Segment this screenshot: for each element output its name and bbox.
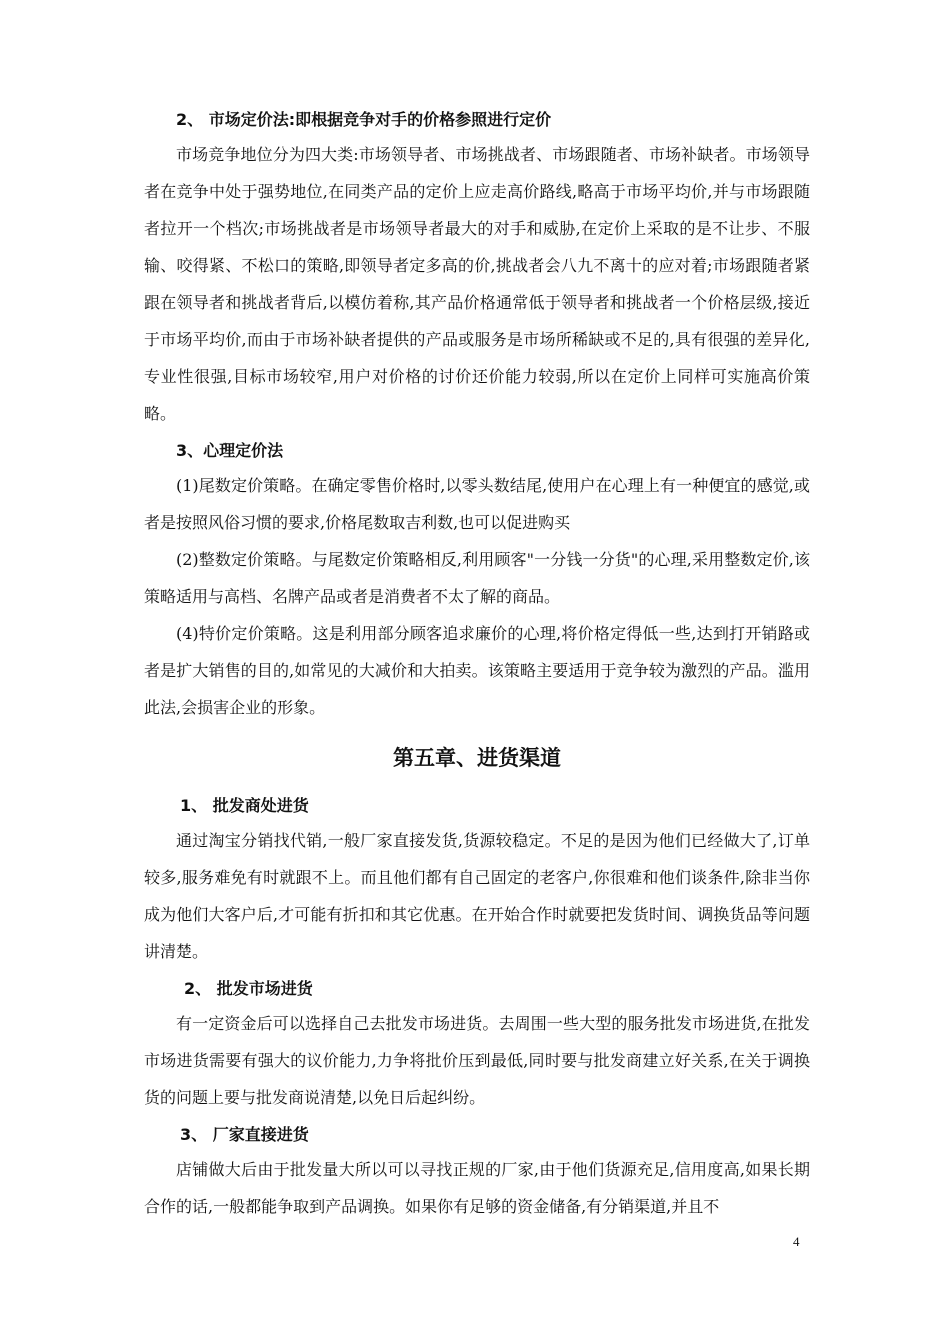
- page-content: [144, 104, 810, 1225]
- paragraph: 市场竞争地位分为四大类:市场领导者、市场挑战者、市场跟随者、市场补缺者。市场领导者在竞争中处于强势地位,在同类产品的定价上应走高价路线,略高于市场平均价,并与市场跟随者拉开一个档次;市场挑战者是市场领导者最大的对手和威胁,在定价上采取的是不让步、不服输、咬得紧、不松口的策略,即领导者定多高的价,挑战者会八九不离十的应对着;市场跟随者紧跟在领导者和挑战者背后,以模仿着称,其产品价格通常低于领导者和挑战者一个价格层级,接近于市场平均价,而由于市场补缺者提供的产品或服务是市场所稀缺或不足的,具有很强的差异化,专业性很强,目标市场较窄,用户对价格的讨价还价能力较弱,所以在定价上同样可实施高价策略。: [144, 145, 810, 423]
- paragraph: 通过淘宝分销找代销,一般厂家直接发货,货源较稳定。不足的是因为他们已经做大了,订单较多,服务难免有时就跟不上。而且他们都有自己固定的老客户,你很难和他们谈条件,除非当你成为他们大客户后,才可能有折扣和其它优惠。在开始合作时就要把发货时间、调换货品等问题讲清楚。: [144, 831, 810, 961]
- paragraph: (2)整数定价策略。与尾数定价策略相反,利用顾客"一分钱一分货"的心理,采用整数定价,该策略适用与高档、名牌产品或者是消费者不太了解的商品。: [144, 550, 810, 606]
- paragraph: 店铺做大后由于批发量大所以可以寻找正规的厂家,由于他们货源充足,信用度高,如果长期合作的话,一般都能争取到产品调换。如果你有足够的资金储备,有分销渠道,并且不: [144, 1160, 810, 1216]
- paragraph: (1)尾数定价策略。在确定零售价格时,以零头数结尾,使用户在心理上有一种便宜的感觉,或者是按照风俗习惯的要求,价格尾数取吉利数,也可以促进购买: [144, 476, 810, 532]
- section-heading: 3、 厂家直接进货: [180, 1125, 309, 1144]
- section-heading: 1、 批发商处进货: [180, 796, 309, 815]
- section-heading: 3、心理定价法: [176, 441, 284, 460]
- chapter-title: 第五章、进货渠道: [393, 746, 561, 770]
- paragraph: (4)特价定价策略。这是利用部分顾客追求廉价的心理,将价格定得低一些,达到打开销路或者是扩大销售的目的,如常见的大减价和大拍卖。该策略主要适用于竞争较为激烈的产品。滥用此法,会损害企业的形象。: [144, 624, 810, 717]
- section-heading: 2、 市场定价法:即根据竞争对手的价格参照进行定价: [176, 110, 552, 129]
- page-number: 4: [793, 1234, 800, 1249]
- paragraph: 有一定资金后可以选择自己去批发市场进货。去周围一些大型的服务批发市场进货,在批发市场进货需要有强大的议价能力,力争将批价压到最低,同时要与批发商建立好关系,在关于调换货的问题上要与批发商说清楚,以免日后起纠纷。: [144, 1014, 810, 1107]
- section-heading: 2、 批发市场进货: [184, 979, 313, 998]
